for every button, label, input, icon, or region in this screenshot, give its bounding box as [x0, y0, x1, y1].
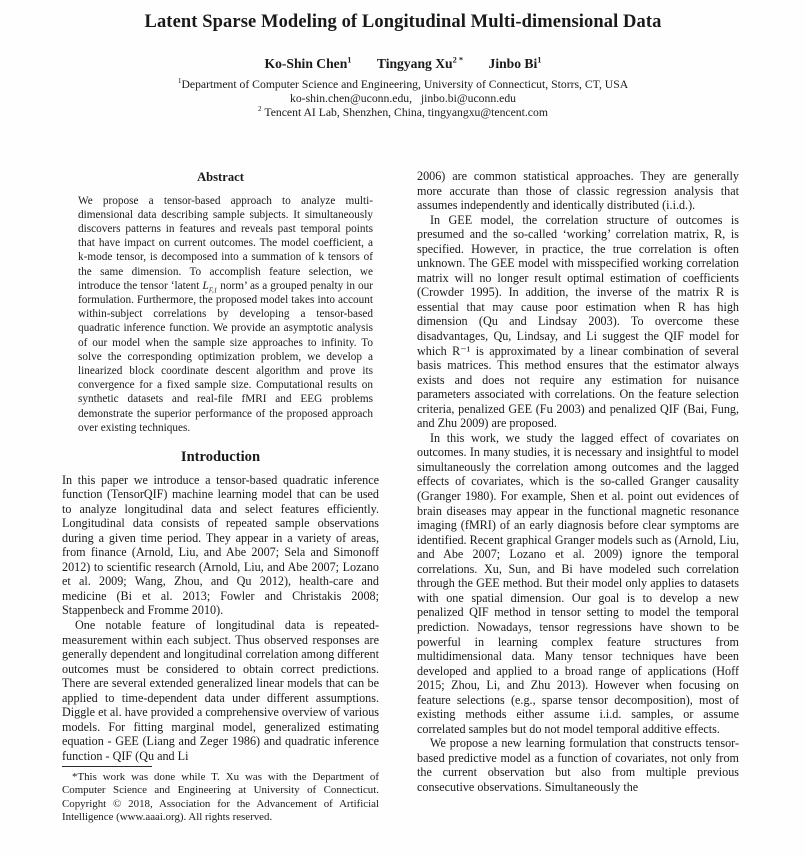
- author-1: [265, 56, 352, 71]
- latent-norm-math-symbol: [202, 279, 218, 295]
- footnote-text: *This work was done while T. Xu was with the Department of Computer Science and Engineering at University of Connecticut. Copyright © 2018, Association for the Advancement of Artificial Intelligence (www.aaai.org). All rights reserved.: [62, 771, 379, 824]
- intro-paragraph-1: In this paper we introduce a tensor-based quadratic inference function (TensorQIF) machine learning model that can be used to analyze longitudinal data and select features efficiently. Longitudinal data consists of repeated sample observations during a given time period. They appear in a variety of areas, from finance (Arnold, Liu, and Abe 2007; Sela and Simonoff 2012) to scientific research (Arnold, Liu, and Abe 2007; Lozano et al. 2009; Wang, Zhou, and Qu 2012), health-care and medicine (Bi et al. 2013; Fowler and Christakis 2008; Stappenbeck and Fromme 2010).: [62, 472, 379, 618]
- introduction-heading: Introduction: [180, 449, 261, 465]
- author-2-name: Tingyang Xu: [376, 56, 453, 71]
- right-column: [417, 169, 739, 858]
- author-3: [489, 56, 542, 71]
- right-paragraph-4: We propose a new learning formulation that constructs tensor-based predictive model as a function of covariates, not only from the current observation but also from multiple previous consecutive observations. Simultaneously the: [417, 736, 739, 794]
- affiliation-1-text: Department of Computer Science and Engineering, University of Connecticut, Storrs, CT, USA: [181, 78, 629, 91]
- author-1-affiliation-mark: 1: [347, 54, 352, 65]
- abstract-text: [78, 194, 373, 435]
- paper-title: Latent Sparse Modeling of Longitudinal Multi-dimensional Data: [144, 12, 662, 32]
- intro-paragraph-2: One notable feature of longitudinal data is repeated-measurement within each subject. Thus observed responses are generally dependent and longitudinal correlation among different outcomes must be considered to obtain correct predictions. There are several extended generalized linear models that can be applied to time-dependent data under different assumptions. Diggle et al. have provided a comprehensive overview of various models. For fitting marginal model, generalized estimating equation - GEE (Liang and Zeger 1986) and quadratic inference function - QIF (Qu and Li: [62, 618, 379, 763]
- author-3-name: Jinbo Bi: [488, 56, 538, 71]
- footnote-rule: [62, 766, 152, 767]
- math-letter-L: L: [202, 279, 209, 292]
- affiliation-1-mark: 1: [177, 77, 182, 86]
- abstract-text-part2: norm’ as a grouped penalty in our formulation. Furthermore, the proposed model takes into account within-subject correlations by developing a tensor-based quadratic inference function. We provide an asymptotic analysis of our model when the sample size approaches to infinity. To solve the corresponding optimization problem, we develop a linearized block coordinate descent algorithm and prove its convergence for a fixed sample size. Computational results on synthetic datasets and real-file fMRI and EEG problems demonstrate the superior performance of the proposed approach over existing techniques.: [78, 279, 373, 434]
- affiliation-1: [0, 78, 806, 92]
- right-paragraph-3: In this work, we study the lagged effect of covariates on outcomes. In many studies, it is necessary and insightful to model simultaneously the correlation among outcomes and the lagged effects of covariates, which is the so-called Granger causality (Granger 1980). For example, Shen et al. point out evidences of brain diseases may appear in the functional magnetic resonance imaging (fMRI) of an early diagnosis before clear symptoms are identified. Recent graphical Granger models such as (Arnold, Liu, and Abe 2007; Lozano et al. 2009) ignore the temporal correlations. Xu, Sun, and Bi have modeled such correlation through the GEE method. But their model only applies to datasets with one spatial dimension. Our goal is to develop a new penalized QIF method in tensor setting to model the temporal prediction. Nowadays, tensor regressions have shown to be powerful in learning complex feature structures from multidimensional data. Many tensor techniques have been developed and applied to a broad range of applications (Hoff 2015; Zhou, Li, and Zhu 2013). However when focusing on feature selections (e.g., sparse tensor decomposition), most of existing methods either assume i.i.d. samples, or assume correlated samples but do not model temporal additive effects.: [417, 430, 739, 736]
- left-column: [62, 170, 379, 764]
- right-paragraph-2: In GEE model, the correlation structure of outcomes is presumed and the so-called ‘working’ correlation matrix, R, is specified. However, in practice, the true correlation is often unknown. The GEE model with misspecified working correlation matrix will no longer result optimal estimation of coefficients (Crowder 1995). In addition, the inverse of the matrix R is essential that may cause poor estimation when R has high dimension (Qu and Lindsay 2003). To overcome these disadvantages, Qu, Lindsay, and Li suggest the QIF model for which R⁻¹ is approximated by a linear combination of several basis matrices. This method ensures that the estimator always exists and does not require any estimation for nuisance parameters associated with correlations. On the feature selection criteria, penalized GEE (Fu 2003) and penalized QIF (Bai, Fung, and Zhu 2009) are proposed.: [417, 212, 739, 431]
- affiliation-2-mark: 2: [258, 104, 262, 113]
- footnote-block: [62, 766, 379, 825]
- author-3-affiliation-mark: 1: [537, 54, 542, 65]
- abstract-heading: Abstract: [197, 170, 244, 184]
- affiliation-2: [0, 106, 806, 120]
- author-2: [377, 56, 463, 71]
- abstract-text-part1: We propose a tensor-based approach to analyze multi-dimensional data describing sample subjects. It simultaneously discovers patterns in features and reveals past temporal points that have impact on current outcomes. The model coefficient, a k-mode tensor, is decomposed into a summation of k tensors of the same dimension. To accomplish feature selection, we introduce the tensor ‘latent: [78, 194, 373, 292]
- authors-line: [0, 56, 806, 72]
- affiliation-2-text: Tencent AI Lab, Shenzhen, China, tingyangxu@tencent.com: [261, 105, 548, 119]
- author-1-name: Ko-Shin Chen: [264, 56, 348, 71]
- author-2-affiliation-mark: 2 *: [452, 54, 464, 65]
- affiliations-block: [0, 78, 806, 119]
- author-emails: ko-shin.chen@uconn.edu, jinbo.bi@uconn.edu: [289, 91, 517, 105]
- math-subscript-F1: F,1: [208, 286, 218, 295]
- right-paragraph-1: 2006) are common statistical approaches. They are generally more accurate than those of classic regression analysis that assumes independently and identically distributed (i.i.d.).: [417, 169, 739, 213]
